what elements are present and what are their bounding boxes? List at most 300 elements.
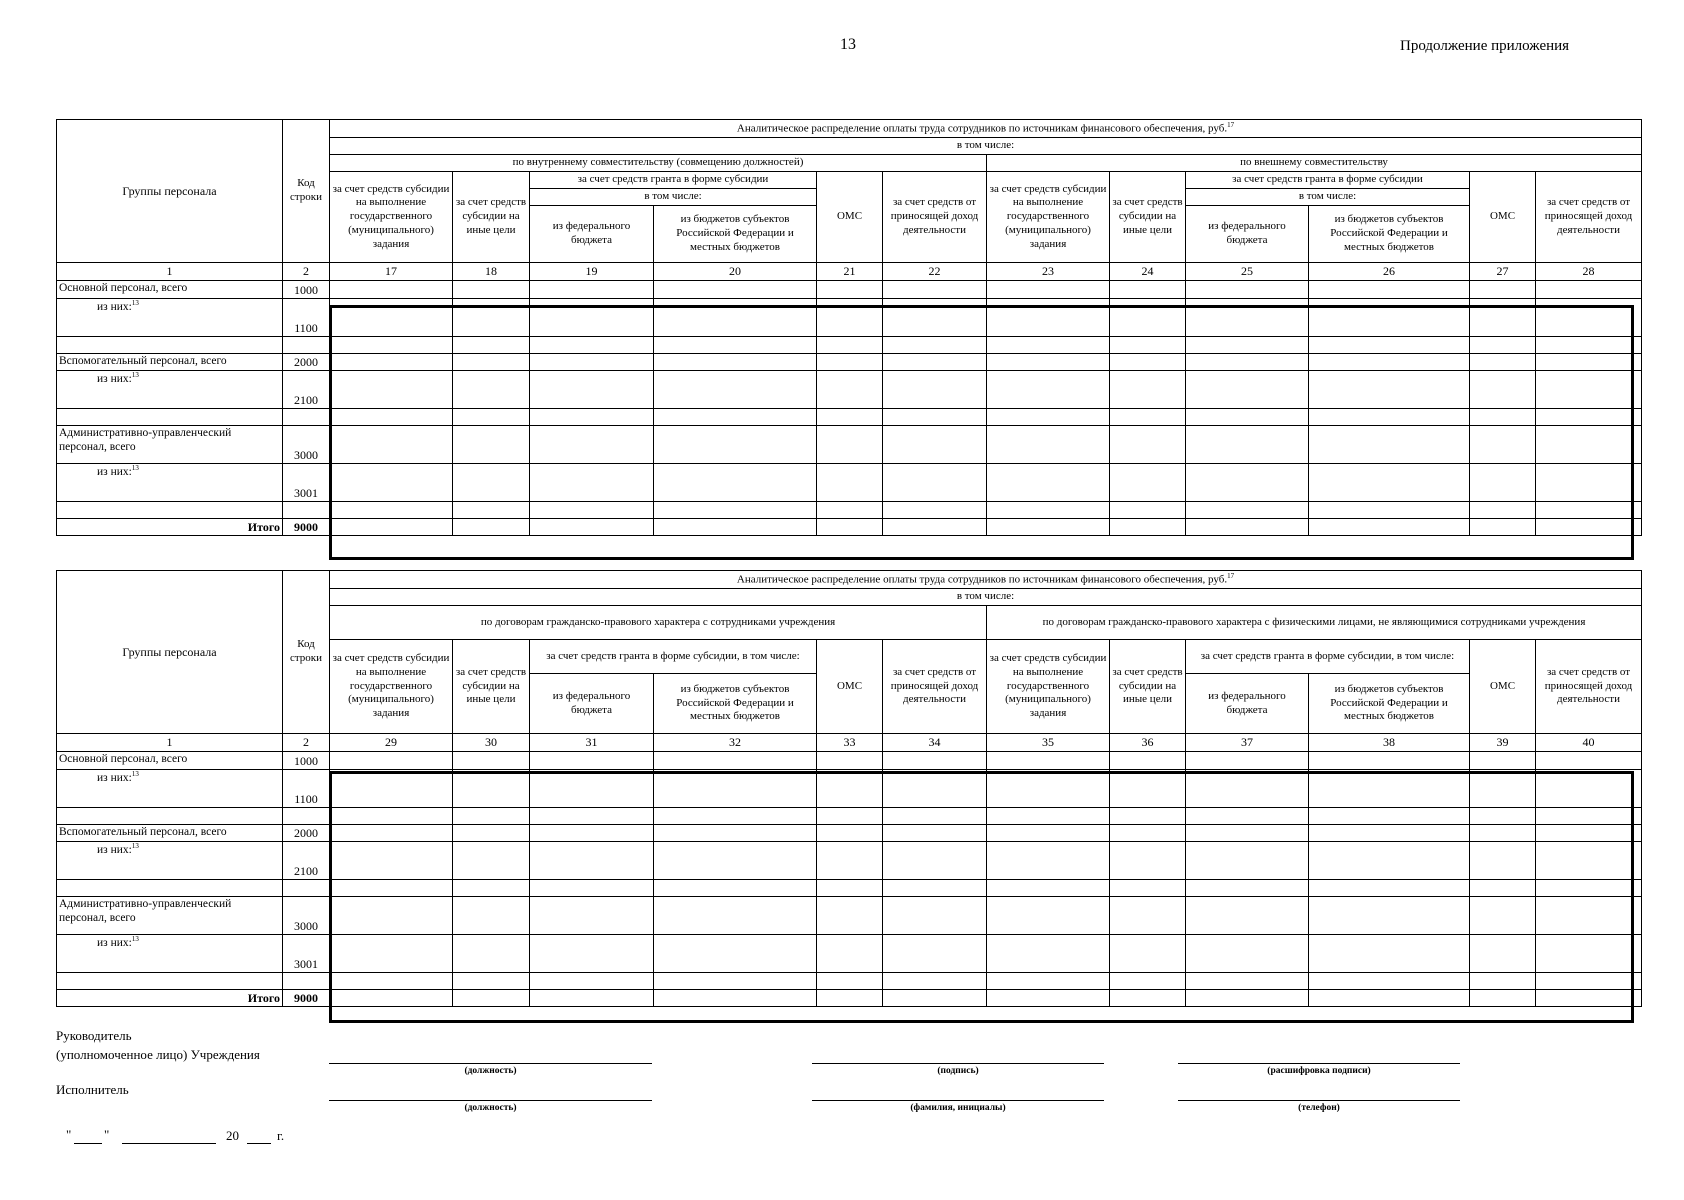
data-cell[interactable]: [987, 770, 1110, 808]
data-cell[interactable]: [530, 935, 654, 973]
data-cell[interactable]: [1470, 426, 1536, 464]
data-cell[interactable]: [1309, 770, 1470, 808]
data-cell[interactable]: [453, 808, 530, 825]
row-aux-blank: [57, 409, 1642, 426]
data-cell[interactable]: [1186, 973, 1309, 990]
data-cell[interactable]: [453, 464, 530, 502]
data-cell[interactable]: [1186, 880, 1309, 897]
data-cell[interactable]: [530, 281, 654, 299]
data-cell[interactable]: [987, 842, 1110, 880]
data-cell[interactable]: [987, 299, 1110, 337]
row-code: 3001: [283, 935, 330, 973]
data-cell[interactable]: [987, 426, 1110, 464]
data-cell[interactable]: [817, 825, 883, 842]
data-cell[interactable]: [530, 752, 654, 770]
row-admin-blank: [57, 502, 1642, 519]
data-cell[interactable]: [1110, 897, 1186, 935]
data-cell[interactable]: [1536, 880, 1642, 897]
data-cell[interactable]: [1470, 990, 1536, 1007]
row-total: [57, 519, 1642, 536]
data-cell[interactable]: [530, 519, 654, 536]
data-cell[interactable]: [1186, 354, 1309, 371]
data-cell[interactable]: [817, 973, 883, 990]
row-aux-total: [57, 825, 1642, 842]
date-day-field[interactable]: [74, 1143, 102, 1144]
data-cell[interactable]: [817, 842, 883, 880]
data-cell[interactable]: [817, 935, 883, 973]
data-cell[interactable]: [654, 337, 817, 354]
row-code: [283, 502, 330, 519]
data-cell[interactable]: [1470, 825, 1536, 842]
data-cell[interactable]: [330, 299, 453, 337]
row-code: 2100: [283, 842, 330, 880]
data-cell[interactable]: [453, 842, 530, 880]
head-signature-line[interactable]: [812, 1063, 1104, 1064]
data-cell[interactable]: [654, 842, 817, 880]
data-cell[interactable]: [1536, 337, 1642, 354]
data-cell[interactable]: [654, 502, 817, 519]
data-cell[interactable]: [654, 990, 817, 1007]
data-cell[interactable]: [987, 935, 1110, 973]
data-cell[interactable]: [453, 880, 530, 897]
data-cell[interactable]: [1309, 464, 1470, 502]
row-label: из них:$^{13}$: [57, 935, 283, 973]
data-cell[interactable]: [330, 897, 453, 935]
data-cell[interactable]: [1536, 897, 1642, 935]
data-cell[interactable]: [453, 354, 530, 371]
col-num: 17: [330, 263, 453, 281]
data-cell[interactable]: [1536, 935, 1642, 973]
data-cell[interactable]: [1186, 426, 1309, 464]
data-cell[interactable]: [530, 973, 654, 990]
data-cell[interactable]: [530, 825, 654, 842]
data-cell[interactable]: [330, 973, 453, 990]
data-cell[interactable]: [987, 897, 1110, 935]
data-cell[interactable]: [1470, 299, 1536, 337]
data-cell[interactable]: [1186, 299, 1309, 337]
executor-position-line[interactable]: [329, 1100, 652, 1101]
data-cell[interactable]: [1186, 752, 1309, 770]
row-code: [283, 409, 330, 426]
data-cell[interactable]: [1470, 935, 1536, 973]
data-cell[interactable]: [330, 990, 453, 1007]
code-header: Код строки: [283, 571, 330, 734]
col-vtom: в том числе:: [530, 189, 817, 206]
data-cell[interactable]: [1186, 281, 1309, 299]
data-cell[interactable]: [330, 281, 453, 299]
data-cell[interactable]: [1186, 897, 1309, 935]
data-cell[interactable]: [1536, 990, 1642, 1007]
data-cell[interactable]: [1186, 337, 1309, 354]
data-cell[interactable]: [1110, 825, 1186, 842]
data-cell[interactable]: [987, 973, 1110, 990]
col-regional: из бюджетов субъектов Российской Федерации и местных бюджетов: [1309, 206, 1470, 263]
data-cell[interactable]: [1186, 842, 1309, 880]
data-cell[interactable]: [1470, 842, 1536, 880]
row-code: [283, 337, 330, 354]
data-cell[interactable]: [1186, 935, 1309, 973]
col-grant: за счет средств гранта в форме субсидии, в том числе:: [1186, 640, 1470, 674]
data-cell[interactable]: [1470, 880, 1536, 897]
data-cell[interactable]: [1110, 990, 1186, 1007]
col-grant: за счет средств гранта в форме субсидии: [530, 172, 817, 189]
data-cell[interactable]: [1470, 354, 1536, 371]
data-cell[interactable]: [654, 825, 817, 842]
data-cell[interactable]: [330, 426, 453, 464]
data-cell[interactable]: [1110, 337, 1186, 354]
data-cell[interactable]: [1110, 752, 1186, 770]
data-cell[interactable]: [987, 752, 1110, 770]
row-code: 9000: [283, 990, 330, 1007]
data-cell[interactable]: [1309, 990, 1470, 1007]
data-cell[interactable]: [654, 808, 817, 825]
date-year-field[interactable]: [247, 1143, 271, 1144]
col-regional: из бюджетов субъектов Российской Федерации и местных бюджетов: [654, 206, 817, 263]
data-cell[interactable]: [883, 880, 987, 897]
data-cell[interactable]: [817, 464, 883, 502]
head-decode-line[interactable]: [1178, 1063, 1460, 1064]
row-code: 3000: [283, 897, 330, 935]
col-num: 2: [283, 734, 330, 752]
data-cell[interactable]: [883, 371, 987, 409]
data-cell[interactable]: [817, 299, 883, 337]
data-cell[interactable]: [883, 752, 987, 770]
col-federal: из федерального бюджета: [1186, 674, 1309, 734]
col-income: за счет средств от приносящей доход деятельности: [883, 640, 987, 734]
data-cell[interactable]: [330, 752, 453, 770]
data-cell[interactable]: [817, 519, 883, 536]
data-cell[interactable]: [883, 464, 987, 502]
row-aux-sub: [57, 371, 1642, 409]
date-year-prefix: 20: [226, 1128, 239, 1143]
data-cell[interactable]: [1309, 935, 1470, 973]
data-cell[interactable]: [817, 880, 883, 897]
data-cell[interactable]: [987, 880, 1110, 897]
data-cell[interactable]: [330, 825, 453, 842]
data-cell[interactable]: [530, 337, 654, 354]
data-cell[interactable]: [1536, 464, 1642, 502]
data-cell[interactable]: [883, 825, 987, 842]
data-cell[interactable]: [654, 752, 817, 770]
data-cell[interactable]: [1536, 502, 1642, 519]
row-code: 1100: [283, 770, 330, 808]
data-cell[interactable]: [530, 299, 654, 337]
data-cell[interactable]: [453, 752, 530, 770]
continuation-label: Продолжение приложения: [1400, 38, 1570, 54]
caption-phone: (телефон): [1298, 1103, 1340, 1113]
head-position-line[interactable]: [329, 1063, 652, 1064]
data-cell[interactable]: [1186, 464, 1309, 502]
data-cell[interactable]: [330, 354, 453, 371]
data-cell[interactable]: [1309, 281, 1470, 299]
data-cell[interactable]: [453, 770, 530, 808]
data-cell[interactable]: [1309, 519, 1470, 536]
data-cell[interactable]: [1536, 426, 1642, 464]
data-cell[interactable]: [1309, 973, 1470, 990]
data-cell[interactable]: [530, 842, 654, 880]
data-cell[interactable]: [654, 426, 817, 464]
data-cell[interactable]: [883, 519, 987, 536]
data-cell[interactable]: [1186, 409, 1309, 426]
data-cell[interactable]: [883, 935, 987, 973]
data-cell[interactable]: [987, 502, 1110, 519]
data-cell[interactable]: [987, 337, 1110, 354]
col-oms: ОМС: [1470, 640, 1536, 734]
row-label: [57, 502, 283, 519]
data-cell[interactable]: [453, 299, 530, 337]
data-cell[interactable]: [1536, 752, 1642, 770]
data-cell[interactable]: [1309, 880, 1470, 897]
data-cell[interactable]: [1470, 519, 1536, 536]
row-admin-sub: [57, 464, 1642, 502]
data-cell[interactable]: [1309, 825, 1470, 842]
data-cell[interactable]: [453, 519, 530, 536]
data-cell[interactable]: [987, 409, 1110, 426]
data-cell[interactable]: [987, 825, 1110, 842]
data-cell[interactable]: [883, 842, 987, 880]
data-cell[interactable]: [1110, 409, 1186, 426]
data-cell[interactable]: [1470, 371, 1536, 409]
data-cell[interactable]: [817, 354, 883, 371]
data-cell[interactable]: [654, 935, 817, 973]
row-main-total: [57, 752, 1642, 770]
data-cell[interactable]: [453, 973, 530, 990]
data-cell[interactable]: [1536, 281, 1642, 299]
data-cell[interactable]: [654, 409, 817, 426]
data-cell[interactable]: [330, 935, 453, 973]
head-label-1: Руководитель: [56, 1028, 132, 1043]
data-cell[interactable]: [530, 808, 654, 825]
data-cell[interactable]: [1309, 354, 1470, 371]
data-cell[interactable]: [453, 990, 530, 1007]
data-cell[interactable]: [1536, 842, 1642, 880]
executor-name-line[interactable]: [812, 1100, 1104, 1101]
data-cell[interactable]: [1536, 409, 1642, 426]
data-cell[interactable]: [1470, 752, 1536, 770]
data-cell[interactable]: [1536, 770, 1642, 808]
data-cell[interactable]: [530, 426, 654, 464]
data-cell[interactable]: [1309, 842, 1470, 880]
gph-nonstaff-group: по договорам гражданско-правового характера с физическими лицами, не являющимися сотрудниками учреждения: [987, 606, 1642, 640]
data-cell[interactable]: [1309, 426, 1470, 464]
data-cell[interactable]: [654, 371, 817, 409]
data-cell[interactable]: [817, 281, 883, 299]
data-cell[interactable]: [1186, 519, 1309, 536]
data-cell[interactable]: [1110, 281, 1186, 299]
data-cell[interactable]: [1110, 973, 1186, 990]
row-label: из них:$^{13}$: [57, 842, 283, 880]
data-cell[interactable]: [987, 464, 1110, 502]
data-cell[interactable]: [987, 354, 1110, 371]
data-cell[interactable]: [453, 409, 530, 426]
data-cell[interactable]: [1186, 808, 1309, 825]
row-code: [283, 808, 330, 825]
data-cell[interactable]: [817, 502, 883, 519]
data-cell[interactable]: [654, 464, 817, 502]
data-cell[interactable]: [530, 990, 654, 1007]
data-cell[interactable]: [817, 990, 883, 1007]
col-num: 38: [1309, 734, 1470, 752]
data-cell[interactable]: [1309, 502, 1470, 519]
data-cell[interactable]: [883, 337, 987, 354]
row-aux-sub: [57, 842, 1642, 880]
data-cell[interactable]: [1110, 808, 1186, 825]
data-cell[interactable]: [1470, 337, 1536, 354]
data-cell[interactable]: [330, 842, 453, 880]
data-cell[interactable]: [987, 990, 1110, 1007]
row-label: из них:$^{13}$: [57, 770, 283, 808]
data-cell[interactable]: [530, 371, 654, 409]
data-cell[interactable]: [654, 973, 817, 990]
data-cell[interactable]: [1470, 897, 1536, 935]
data-cell[interactable]: [530, 502, 654, 519]
data-cell[interactable]: [1110, 842, 1186, 880]
data-cell[interactable]: [883, 409, 987, 426]
data-cell[interactable]: [1536, 825, 1642, 842]
data-cell[interactable]: [1309, 897, 1470, 935]
data-cell[interactable]: [1309, 409, 1470, 426]
executor-phone-line[interactable]: [1178, 1100, 1460, 1101]
data-cell[interactable]: [1110, 502, 1186, 519]
data-cell[interactable]: [1186, 371, 1309, 409]
row-label: [57, 880, 283, 897]
data-cell[interactable]: [883, 299, 987, 337]
data-cell[interactable]: [817, 752, 883, 770]
data-cell[interactable]: [1309, 371, 1470, 409]
data-cell[interactable]: [530, 897, 654, 935]
data-cell[interactable]: [654, 281, 817, 299]
data-cell[interactable]: [530, 770, 654, 808]
data-cell[interactable]: [883, 808, 987, 825]
data-cell[interactable]: [1470, 770, 1536, 808]
data-cell[interactable]: [530, 354, 654, 371]
data-cell[interactable]: [330, 880, 453, 897]
row-admin-total: [57, 426, 1642, 464]
data-cell[interactable]: [1186, 990, 1309, 1007]
data-cell[interactable]: [817, 409, 883, 426]
data-cell[interactable]: [453, 337, 530, 354]
data-cell[interactable]: [654, 354, 817, 371]
col-num: 39: [1470, 734, 1536, 752]
data-cell[interactable]: [1110, 519, 1186, 536]
data-cell[interactable]: [453, 502, 530, 519]
data-cell[interactable]: [1110, 426, 1186, 464]
data-cell[interactable]: [453, 897, 530, 935]
data-cell[interactable]: [883, 502, 987, 519]
data-cell[interactable]: [817, 337, 883, 354]
data-cell[interactable]: [883, 973, 987, 990]
caption-position-2: (должность): [464, 1103, 517, 1113]
data-cell[interactable]: [817, 897, 883, 935]
row-main-total: [57, 281, 1642, 299]
data-cell[interactable]: [1470, 281, 1536, 299]
data-cell[interactable]: [530, 464, 654, 502]
data-cell[interactable]: [987, 281, 1110, 299]
data-cell[interactable]: [817, 808, 883, 825]
data-cell[interactable]: [530, 409, 654, 426]
data-cell[interactable]: [1309, 752, 1470, 770]
col-federal: из федерального бюджета: [1186, 206, 1309, 263]
data-cell[interactable]: [1536, 519, 1642, 536]
data-cell[interactable]: [1110, 464, 1186, 502]
data-cell[interactable]: [654, 880, 817, 897]
row-label: Основной персонал, всего: [57, 752, 283, 770]
data-cell[interactable]: [883, 426, 987, 464]
data-cell[interactable]: [330, 409, 453, 426]
date-month-field[interactable]: [122, 1143, 216, 1144]
data-cell[interactable]: [654, 519, 817, 536]
data-cell[interactable]: [987, 519, 1110, 536]
data-cell[interactable]: [453, 426, 530, 464]
data-cell[interactable]: [330, 371, 453, 409]
data-cell[interactable]: [1470, 973, 1536, 990]
data-cell[interactable]: [883, 281, 987, 299]
data-cell[interactable]: [1536, 299, 1642, 337]
data-cell[interactable]: [530, 880, 654, 897]
data-cell[interactable]: [453, 281, 530, 299]
data-cell[interactable]: [1186, 825, 1309, 842]
data-cell[interactable]: [330, 519, 453, 536]
data-cell[interactable]: [1536, 808, 1642, 825]
data-cell[interactable]: [654, 770, 817, 808]
row-aux-total: [57, 354, 1642, 371]
data-cell[interactable]: [817, 770, 883, 808]
data-cell[interactable]: [1110, 354, 1186, 371]
data-cell[interactable]: [1309, 808, 1470, 825]
data-cell[interactable]: [1536, 973, 1642, 990]
data-cell[interactable]: [883, 354, 987, 371]
data-cell[interactable]: [654, 299, 817, 337]
data-cell[interactable]: [1110, 935, 1186, 973]
data-cell[interactable]: [987, 808, 1110, 825]
data-cell[interactable]: [453, 935, 530, 973]
data-cell[interactable]: [1536, 371, 1642, 409]
data-cell[interactable]: [1470, 808, 1536, 825]
data-cell[interactable]: [330, 808, 453, 825]
data-cell[interactable]: [330, 770, 453, 808]
data-cell[interactable]: [1470, 409, 1536, 426]
data-cell[interactable]: [1110, 770, 1186, 808]
data-cell[interactable]: [883, 770, 987, 808]
vtom-label: в том числе:: [330, 138, 1642, 155]
data-cell[interactable]: [330, 337, 453, 354]
data-cell[interactable]: [1110, 299, 1186, 337]
data-cell[interactable]: [330, 502, 453, 519]
data-cell[interactable]: [1536, 354, 1642, 371]
data-cell[interactable]: [1186, 502, 1309, 519]
col-num: 22: [883, 263, 987, 281]
data-cell[interactable]: [817, 371, 883, 409]
data-cell[interactable]: [883, 990, 987, 1007]
data-cell[interactable]: [453, 825, 530, 842]
data-cell[interactable]: [1110, 880, 1186, 897]
page-number: 13: [840, 36, 856, 53]
data-cell[interactable]: [817, 426, 883, 464]
table-2: [56, 570, 1642, 1007]
data-cell[interactable]: [453, 371, 530, 409]
data-cell[interactable]: [1470, 464, 1536, 502]
data-cell[interactable]: [1186, 770, 1309, 808]
data-cell[interactable]: [1309, 299, 1470, 337]
data-cell[interactable]: [1309, 337, 1470, 354]
data-cell[interactable]: [1110, 371, 1186, 409]
data-cell[interactable]: [987, 371, 1110, 409]
data-cell[interactable]: [654, 897, 817, 935]
caption-position: (должность): [464, 1066, 517, 1076]
data-cell[interactable]: [330, 464, 453, 502]
data-cell[interactable]: [883, 897, 987, 935]
data-cell[interactable]: [1470, 502, 1536, 519]
